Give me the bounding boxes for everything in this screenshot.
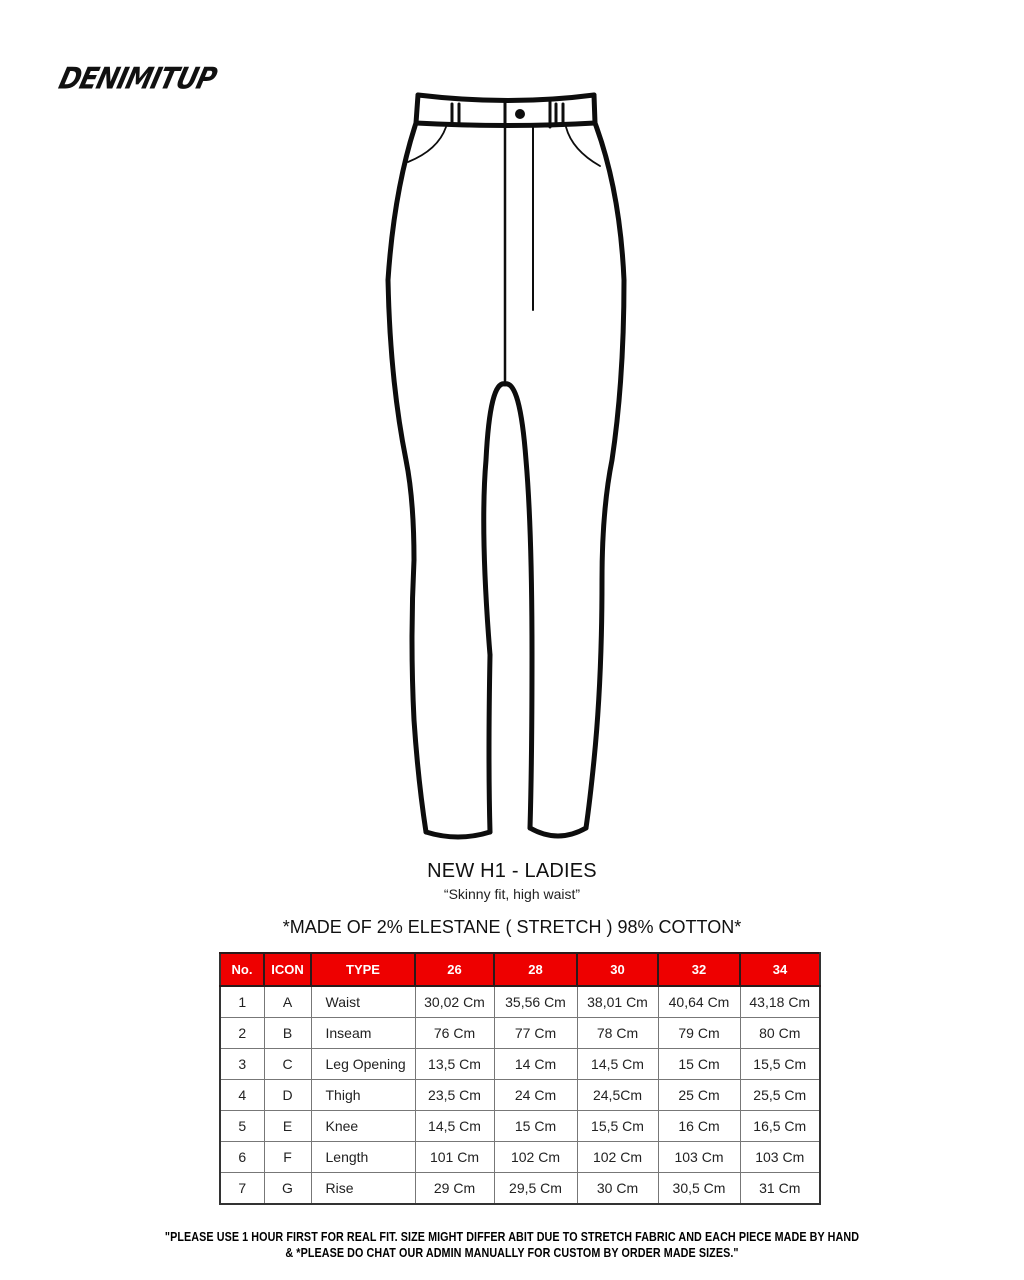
cell-value: 16 Cm: [658, 1111, 740, 1142]
cell-type: Inseam: [311, 1018, 415, 1049]
header-type: TYPE: [311, 953, 415, 986]
cell-value: 24,5Cm: [577, 1080, 658, 1111]
table-row: [220, 1111, 820, 1142]
cell-value: 103 Cm: [740, 1142, 820, 1173]
cell-value: 76 Cm: [415, 1018, 494, 1049]
cell-value: 15 Cm: [658, 1049, 740, 1080]
cell-no: 3: [220, 1049, 264, 1080]
cell-value: 102 Cm: [577, 1142, 658, 1173]
disclaimer-line-1: "PLEASE USE 1 HOUR FIRST FOR REAL FIT. SIZE MIGHT DIFFER ABIT DUE TO STRETCH FABRIC AND EACH PIECE MADE BY HAND: [164, 1230, 860, 1244]
cell-value: 30 Cm: [577, 1173, 658, 1205]
cell-value: 101 Cm: [415, 1142, 494, 1173]
material-note: *MADE OF 2% ELESTANE ( STRETCH ) 98% COTTON*: [282, 917, 742, 937]
cell-value: 31 Cm: [740, 1173, 820, 1205]
button-icon: [515, 109, 525, 119]
cell-value: 25,5 Cm: [740, 1080, 820, 1111]
cell-type: Knee: [311, 1111, 415, 1142]
jeans-illustration: [380, 80, 640, 850]
product-title: NEW H1 - LADIES: [427, 860, 597, 882]
cell-icon: A: [264, 986, 311, 1018]
cell-value: 43,18 Cm: [740, 986, 820, 1018]
header-size-34: 34: [740, 953, 820, 986]
cell-no: 5: [220, 1111, 264, 1142]
cell-type: Thigh: [311, 1080, 415, 1111]
header-size-30: 30: [577, 953, 658, 986]
cell-icon: B: [264, 1018, 311, 1049]
table-row: [220, 1080, 820, 1111]
cell-value: 30,5 Cm: [658, 1173, 740, 1205]
cell-value: 14 Cm: [494, 1049, 577, 1080]
cell-type: Rise: [311, 1173, 415, 1205]
pants-line-drawing-icon: [380, 80, 640, 850]
header-size-28: 28: [494, 953, 577, 986]
cell-value: 79 Cm: [658, 1018, 740, 1049]
cell-icon: F: [264, 1142, 311, 1173]
table-row: [220, 1018, 820, 1049]
cell-icon: G: [264, 1173, 311, 1205]
disclaimer-line-2: & *PLEASE DO CHAT OUR ADMIN MANUALLY FOR CUSTOM BY ORDER MADE SIZES.": [285, 1246, 739, 1260]
table-row: [220, 1049, 820, 1080]
cell-value: 16,5 Cm: [740, 1111, 820, 1142]
cell-value: 14,5 Cm: [415, 1111, 494, 1142]
header-size-26: 26: [415, 953, 494, 986]
fit-disclaimer: [72, 1229, 953, 1261]
cell-no: 6: [220, 1142, 264, 1173]
cell-value: 15,5 Cm: [577, 1111, 658, 1142]
cell-value: 78 Cm: [577, 1018, 658, 1049]
cell-value: 15,5 Cm: [740, 1049, 820, 1080]
cell-no: 2: [220, 1018, 264, 1049]
cell-icon: D: [264, 1080, 311, 1111]
cell-value: 24 Cm: [494, 1080, 577, 1111]
product-subtitle: “Skinny fit, high waist”: [443, 886, 581, 902]
cell-type: Waist: [311, 986, 415, 1018]
cell-no: 4: [220, 1080, 264, 1111]
cell-no: 7: [220, 1173, 264, 1205]
cell-value: 25 Cm: [658, 1080, 740, 1111]
cell-value: 30,02 Cm: [415, 986, 494, 1018]
cell-value: 102 Cm: [494, 1142, 577, 1173]
table-row: [220, 986, 820, 1018]
header-icon: ICON: [264, 953, 311, 986]
cell-value: 38,01 Cm: [577, 986, 658, 1018]
cell-type: Leg Opening: [311, 1049, 415, 1080]
cell-value: 80 Cm: [740, 1018, 820, 1049]
cell-icon: C: [264, 1049, 311, 1080]
cell-value: 13,5 Cm: [415, 1049, 494, 1080]
cell-value: 77 Cm: [494, 1018, 577, 1049]
brand-logo: DENIMITUP: [55, 62, 220, 97]
cell-value: 40,64 Cm: [658, 986, 740, 1018]
cell-type: Length: [311, 1142, 415, 1173]
cell-value: 15 Cm: [494, 1111, 577, 1142]
cell-value: 29 Cm: [415, 1173, 494, 1205]
cell-value: 35,56 Cm: [494, 986, 577, 1018]
cell-value: 23,5 Cm: [415, 1080, 494, 1111]
header-no: No.: [220, 953, 264, 986]
table-header-row: [220, 953, 820, 986]
cell-value: 29,5 Cm: [494, 1173, 577, 1205]
header-size-32: 32: [658, 953, 740, 986]
cell-no: 1: [220, 986, 264, 1018]
cell-value: 14,5 Cm: [577, 1049, 658, 1080]
table-row: [220, 1142, 820, 1173]
cell-value: 103 Cm: [658, 1142, 740, 1173]
cell-icon: E: [264, 1111, 311, 1142]
size-chart-table: [219, 952, 821, 1205]
table-row: [220, 1173, 820, 1205]
